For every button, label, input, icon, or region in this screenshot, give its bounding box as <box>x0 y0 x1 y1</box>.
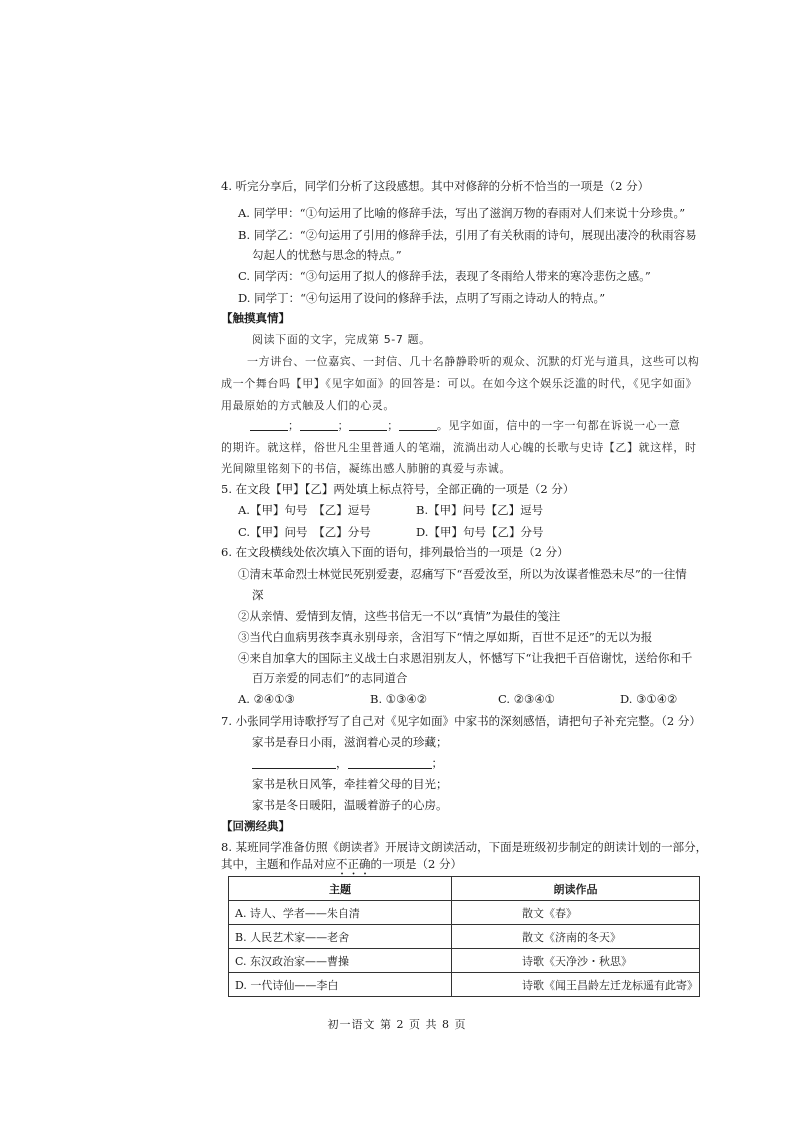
page-footer: 初一语文 第 2 页 共 8 页 <box>327 1018 467 1031</box>
q7-poem-line3: 家书是秋日风筝，牵挂着父母的目光； <box>252 777 448 791</box>
q7-poem-line4: 家书是冬日暖阳，温暖着游子的心房。 <box>252 798 448 812</box>
header-works: 朗读作品 <box>452 877 700 901</box>
q8-emphasis-incorrect: 不正确 <box>336 857 371 871</box>
q4-option-b-cont: 勾起人的忧愁与思念的特点。” <box>252 248 402 262</box>
q6-sentence-2: ②从亲情、爱情到友情，这些书信无一不以“真情”为最佳的笺注 <box>238 609 561 623</box>
q6-option-d: D. ③①④② <box>620 692 678 706</box>
q8-stem-line2: 其中，主题和作品对应不正确的一项是（2 分） <box>221 857 462 871</box>
q6-sentence-3: ③当代白血病男孩李真永别母亲，含泪写下“情之厚如斯，百世不足还”的无以为报 <box>238 630 653 644</box>
q7-poem-line1: 家书是春日小雨，滋润着心灵的珍藏； <box>252 735 448 749</box>
q7-stem: 7. 小张同学用诗歌抒写了自己对《见字如面》中家书的深刻感悟，请把句子补充完整。（2 分） <box>221 714 701 728</box>
passage-p1-line1: 一方讲台、一位嘉宾、一封信、几十名静静聆听的观众、沉默的灯光与道具，这些可以构 <box>247 355 700 368</box>
passage-p2-line3: 光间隙里铭刻下的书信，凝练出感人肺腑的真爱与赤诚。 <box>221 462 511 475</box>
q5-stem: 5. 在文段【甲】【乙】两处填上标点符号，全部正确的一项是（2 分） <box>221 482 575 496</box>
passage-p2-line1: ； ； ； 。见字如面，信中的一字一句都在诉说一心一意 <box>250 418 680 434</box>
q6-sentence-1-cont: 深 <box>252 588 264 602</box>
passage-p1-line2: 成一个舞台吗【甲】《见字如面》的回答是：可以。在如今这个娱乐泛滥的时代，《见字如面》 <box>221 377 698 390</box>
table-row <box>229 901 700 925</box>
reading-intro: 阅读下面的文字，完成第 5-7 题。 <box>252 333 431 346</box>
q4-stem: 4. 听完分享后，同学们分析了这段感想。其中对修辞的分析不恰当的一项是（2 分） <box>221 179 650 193</box>
passage-p2-line2: 的期许。就这样，俗世凡尘里普通人的笔端，流淌出动人心魄的长歌与史诗【乙】就这样，时 <box>221 441 697 454</box>
row-b-work: 散文《济南的冬天》 <box>452 925 700 949</box>
table-row <box>229 925 700 949</box>
table-row <box>229 949 700 973</box>
row-d-theme: D. 一代诗仙——李白 <box>229 973 452 997</box>
q5-option-b: B.【甲】问号【乙】逗号 <box>416 503 544 517</box>
section-header-classics: 【回溯经典】 <box>221 819 290 833</box>
row-d-work: 诗歌《闻王昌龄左迁龙标遥有此寄》 <box>452 973 700 997</box>
blank-3[interactable] <box>349 418 387 431</box>
row-b-theme: B. 人民艺术家——老舍 <box>229 925 452 949</box>
section-header-touch-truth: 【触摸真情】 <box>221 311 290 325</box>
blank-1[interactable] <box>250 418 288 431</box>
q5-option-a: A.【甲】句号 【乙】逗号 <box>238 503 371 517</box>
q6-stem: 6. 在文段横线处依次填入下面的语句，排列最恰当的一项是（2 分） <box>221 545 569 559</box>
q7-blank-2[interactable] <box>348 756 432 769</box>
row-c-theme: C. 东汉政治家——曹操 <box>229 949 452 973</box>
header-theme: 主题 <box>229 877 452 901</box>
table-row <box>229 973 700 997</box>
q4-option-d: D. 同学丁：“④句运用了设问的修辞手法，点明了写雨之诗动人的特点。” <box>238 291 606 305</box>
q4-option-b: B. 同学乙：“②句运用了引用的修辞手法，引用了有关秋雨的诗句，展现出凄冷的秋雨容易 <box>238 228 697 242</box>
reading-plan-table <box>228 876 700 997</box>
q4-option-c: C. 同学丙：“③句运用了拟人的修辞手法，表现了冬雨给人带来的寒冷悲伤之感。” <box>238 269 651 283</box>
row-a-work: 散文《春》 <box>452 901 700 925</box>
q6-option-b: B. ①③④② <box>370 692 428 706</box>
q6-option-a: A. ②④①③ <box>238 692 295 706</box>
q5-option-d: D.【甲】句号【乙】分号 <box>416 525 544 539</box>
q5-option-c: C.【甲】问号 【乙】分号 <box>238 525 371 539</box>
row-c-work: 诗歌《天净沙・秋思》 <box>452 949 700 973</box>
q8-stem-line1: 8. 某班同学准备仿照《朗读者》开展诗文朗读活动，下面是班级初步制定的朗读计划的一部分， <box>221 840 708 854</box>
passage-p1-line3: 用最原始的方式触及人们的心灵。 <box>221 399 395 412</box>
table-header-row <box>229 877 700 901</box>
q6-option-c: C. ②③④① <box>498 692 555 706</box>
q6-sentence-4-cont: 百万亲爱的同志们”的志同道合 <box>252 671 408 685</box>
q7-poem-line2: ， ； <box>252 755 443 771</box>
blank-4[interactable] <box>399 418 437 431</box>
blank-2[interactable] <box>300 418 338 431</box>
q6-sentence-4: ④来自加拿大的国际主义战士白求恩泪别友人，怀憾写下“让我把千百倍谢忱，送给你和千 <box>238 651 693 665</box>
row-a-theme: A. 诗人、学者——朱自清 <box>229 901 452 925</box>
q4-option-a: A. 同学甲：“①句运用了比喻的修辞手法，写出了滋润万物的春雨对人们来说十分珍贵。” <box>238 206 686 220</box>
q7-blank-1[interactable] <box>252 756 336 769</box>
q6-sentence-1: ①清末革命烈士林觉民死别爱妻，忍痛写下“吾爱汝至，所以为汝谋者惟恐未尽”的一往情 <box>238 567 687 581</box>
